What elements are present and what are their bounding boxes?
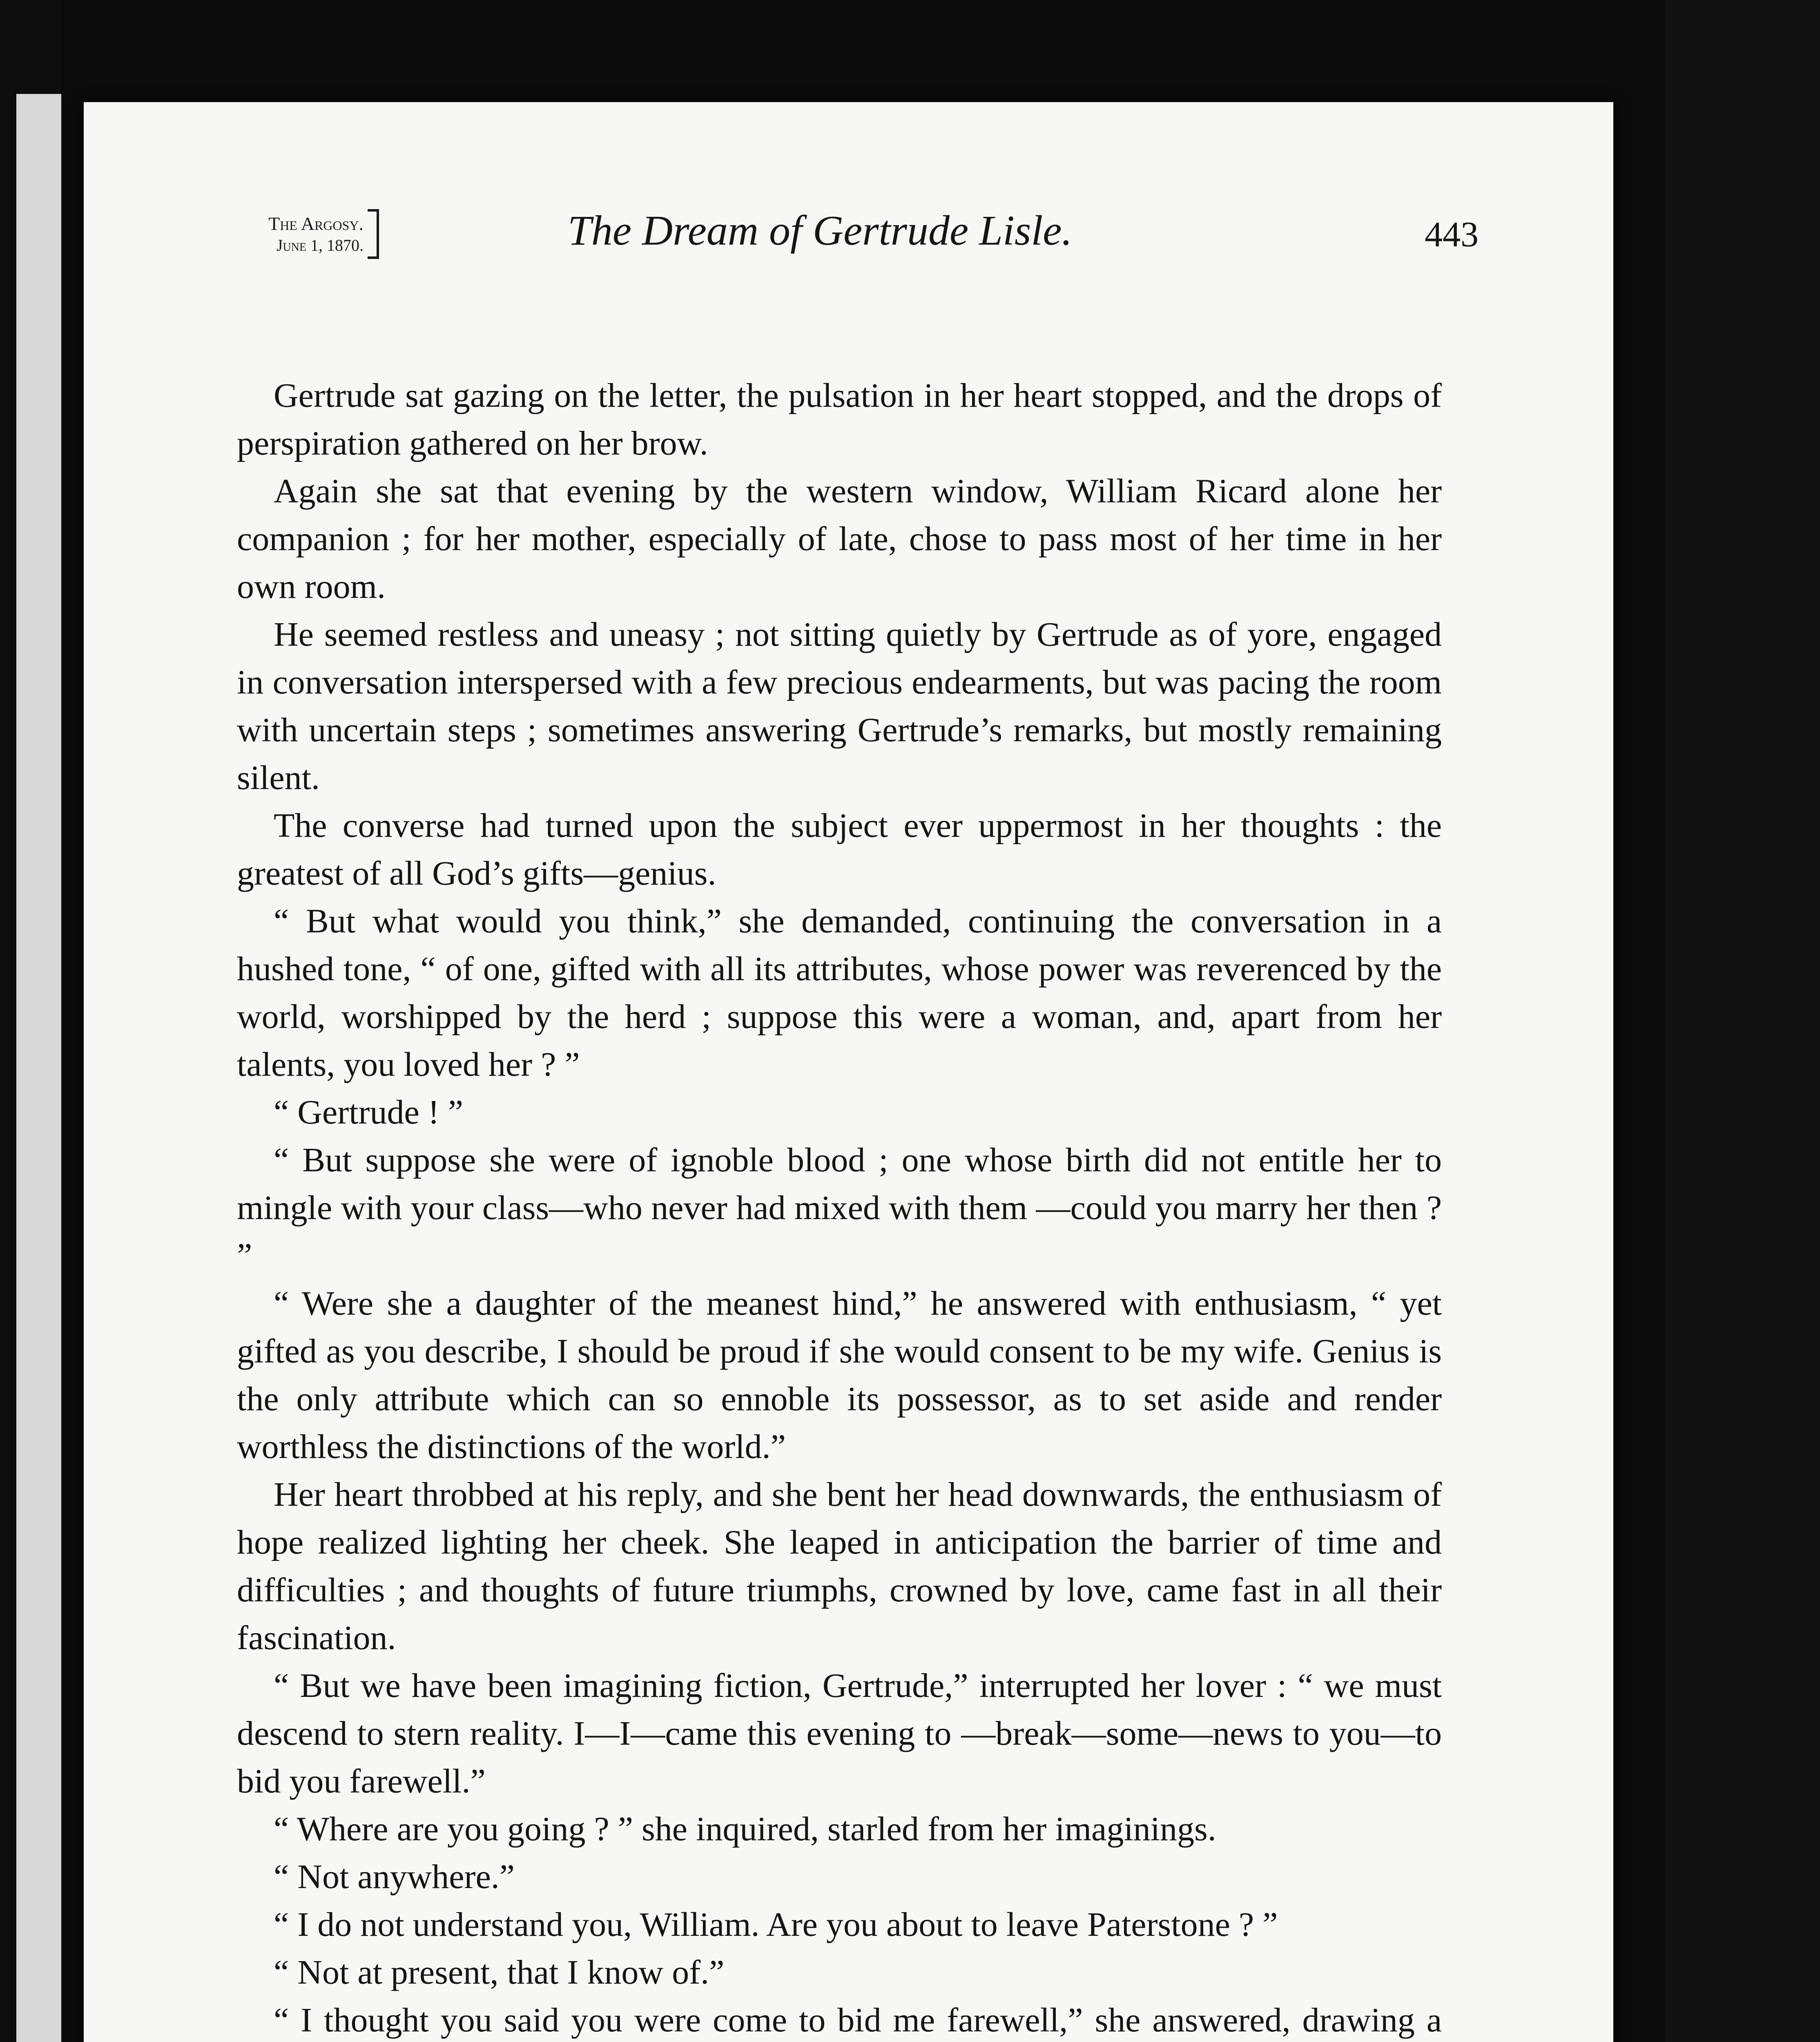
paragraph: “ Gertrude ! ”	[274, 1093, 464, 1131]
page-number: 443	[1425, 215, 1479, 254]
page-header	[176, 200, 1479, 274]
running-title: The Dream of Gertrude Lisle.	[568, 207, 1073, 254]
paragraph: “ But suppose she were of ignoble blood ; one whose birth did not entitle her to mingle with your class—who never had mixed with them —could you marry her then ? ”	[237, 1141, 1442, 1275]
issue-date: June 1, 1870.	[276, 236, 364, 254]
paragraph: “ Not at present, that I know of.”	[274, 1953, 725, 1991]
paragraph: Her heart throbbed at his reply, and she bent her head downwards, the enthusiasm of hope realized lighting her cheek. She leaped in anticipation the barrier of time and difficulties ; and thoughts of future triumphs, crowned by love, came fast in all their fascination.	[237, 1476, 1442, 1657]
paragraph: The converse had turned upon the subject ever uppermost in her thoughts : the greatest of all God’s gifts—genius.	[237, 807, 1442, 892]
paragraph: “ But what would you think,” she demanded, continuing the conversation in a hushed tone, “ of one, gifted with all its attributes, whose power was reverenced by the world, worshipped by the herd ; suppose this were a woman, and, apart from her talents, you loved her ? ”	[237, 902, 1442, 1083]
right-frame-strip	[1665, 0, 1820, 2042]
paragraph: Again she sat that evening by the western window, William Ricard alone her companion ; for her mother, especially of late, chose to pass most of her time in her own room.	[237, 472, 1442, 606]
paragraph: “ Not anywhere.”	[274, 1858, 515, 1896]
magazine-reference	[176, 212, 364, 256]
paragraph: Gertrude sat gazing on the letter, the pulsation in her heart stopped, and the drops of perspiration gathered on her brow.	[237, 377, 1442, 462]
header-bracket	[368, 209, 379, 259]
paragraph: “ I thought you said you were come to bid me farewell,” she answered, drawing a	[274, 2001, 1442, 2039]
facing-page-edge	[16, 94, 61, 2042]
paragraph: “ Were she a daughter of the meanest hind,” he answered with enthusiasm, “ yet gifted as you describe, I should be proud if she would consent to be my wife. Genius is the only attribute which can so ennoble its possessor, as to set aside and render worthless the distinctions of the world.”	[237, 1284, 1442, 1466]
paragraph: “ But we have been imagining fiction, Gertrude,” interrupted her lover : “ we must descend to stern reality. I—I—came this evening to —break—some—news to you—to bid you farewell.”	[237, 1667, 1442, 1800]
magazine-name: The Argosy.	[268, 213, 364, 234]
paragraph: “ I do not understand you, William. Are you about to leave Paterstone ? ”	[274, 1906, 1278, 1944]
paragraph: He seemed restless and uneasy ; not sitting quietly by Gertrude as of yore, engaged in conversation interspersed with a few precious endearments, but was pacing the room with uncertain steps ; sometimes answering Gertrude’s remarks, but mostly remaining silent.	[237, 615, 1442, 797]
body-text	[237, 372, 1442, 2042]
paragraph: “ Where are you going ? ” she inquired, starled from her imaginings.	[274, 1810, 1216, 1848]
